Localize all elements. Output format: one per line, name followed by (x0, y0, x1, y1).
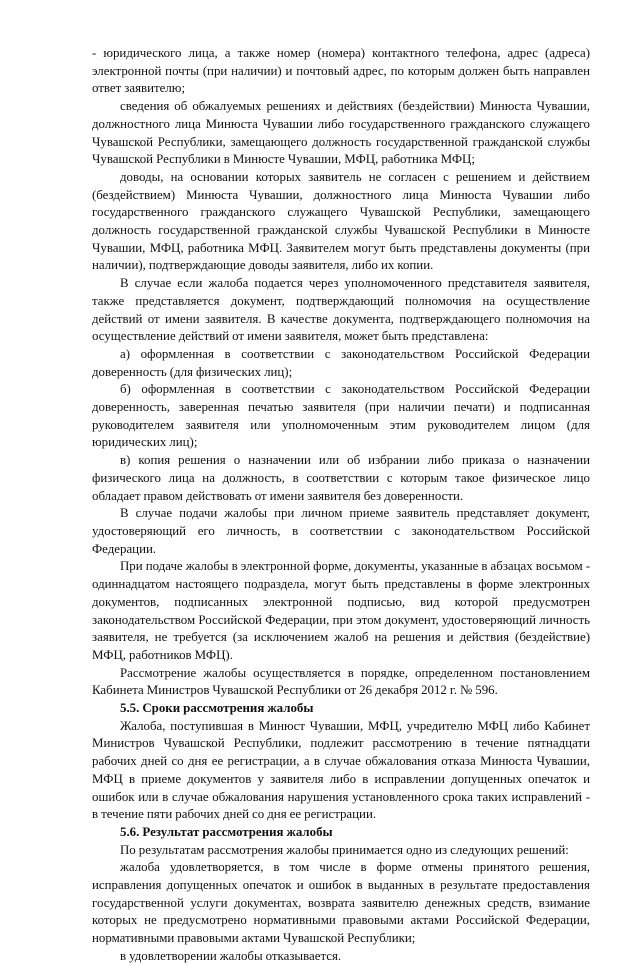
paragraph-item-b: б) оформленная в соответствии с законодательством Российской Федерации доверенность, заверенная печатью заявителя (при наличии печати) и подписанная руководителем заявителя или уполномоченным этим руководителем лицом (для юридических лиц); (92, 382, 590, 450)
paragraph-review-procedure: Рассмотрение жалобы осуществляется в порядке, определенном постановлением Кабинета Министров Чувашской Республики от 26 декабря 2012 г. № 596. (92, 665, 590, 698)
paragraph-item-a: а) оформленная в соответствии с законодательством Российской Федерации доверенность (для физических лиц); (92, 346, 590, 379)
paragraph-item-v: в) копия решения о назначении или об избрании либо приказа о назначении физического лица на должность, в соответствии с которым такое физическое лицо обладает правом действовать от имени заявителя без доверенности. (92, 453, 590, 503)
paragraph-arguments: доводы, на основании которых заявитель не согласен с решением и действием (бездействием) Минюста Чувашии, должностного лица Минюста Чувашии либо государственного гражданского служащего Чувашской Республики, замещающего должность государственной гражданской службы Чувашской Республики в Минюсте Чувашии, МФЦ, работника МФЦ. Заявителем могут быть представлены документы (при наличии), подтверждающие доводы заявителя, либо их копии. (92, 169, 590, 273)
paragraph-complaint-satisfied: жалоба удовлетворяется, в том числе в форме отмены принятого решения, исправления допущенных опечаток и ошибок в выданных в результате предоставления государственной услуги документах, возврата заявителю денежных средств, взимание которых не предусмотрено нормативными правовыми актами Российской Федерации, нормативными правовыми актами Чувашской Республики; (92, 860, 590, 946)
paragraph-complaint-rejected: в удовлетворении жалобы отказывается. (120, 948, 342, 963)
paragraph-appealed-decisions: сведения об обжалуемых решениях и действиях (бездействии) Минюста Чувашии, должностного лица Минюста Чувашии либо государственного гражданского служащего Чувашской Республики, замещающего должность государственной гражданской службы Чувашской Республики в Минюсте Чувашии, МФЦ, работника МФЦ; (92, 99, 590, 167)
paragraph-representative: В случае если жалоба подается через уполномоченного представителя заявителя, также представляется документ, подтверждающий полномочия на осуществление действий от имени заявителя. В качестве документа, подтверждающего полномочия на осуществление действий от имени заявителя, может быть представлена: (92, 276, 590, 344)
paragraph-review-terms: Жалоба, поступившая в Минюст Чувашии, МФЦ, учредителю МФЦ либо Кабинет Министров Чувашской Республики, подлежит рассмотрению в течение пятнадцати рабочих дней со дня ее регистрации, а в случае обжалования отказа Минюста Чувашии, МФЦ в приеме документов у заявителя либо в исправлении допущенных опечаток и ошибок или в случае обжалования нарушения установленного срока таких исправлений - в течение пяти рабочих дней со дня ее регистрации. (92, 718, 590, 822)
paragraph-results-intro: По результатам рассмотрения жалобы принимается одно из следующих решений: (120, 842, 569, 857)
paragraph-personal-reception: В случае подачи жалобы при личном приеме заявитель представляет документ, удостоверяющий его личность, в соответствии с законодательством Российской Федерации. (92, 506, 590, 556)
paragraph-contact-details: - юридического лица, а также номер (номера) контактного телефона, адрес (адреса) электронной почты (при наличии) и почтовый адрес, по которым должен быть направлен ответ заявителю; (92, 46, 590, 96)
section-heading-5-5: 5.5. Сроки рассмотрения жалобы (120, 701, 314, 716)
document-page (92, 45, 590, 966)
section-heading-5-6: 5.6. Результат рассмотрения жалобы (120, 824, 333, 839)
paragraph-electronic-form: При подаче жалобы в электронной форме, документы, указанные в абзацах восьмом - одиннадцатом настоящего подраздела, могут быть представлены в форме электронных документов, подписанных электронной подписью, вид которой предусмотрен законодательством Российской Федерации, при этом документ, удостоверяющий личность заявителя, не требуется (за исключением жалоб на решения и действия (бездействие) МФЦ, работников МФЦ). (92, 559, 590, 662)
